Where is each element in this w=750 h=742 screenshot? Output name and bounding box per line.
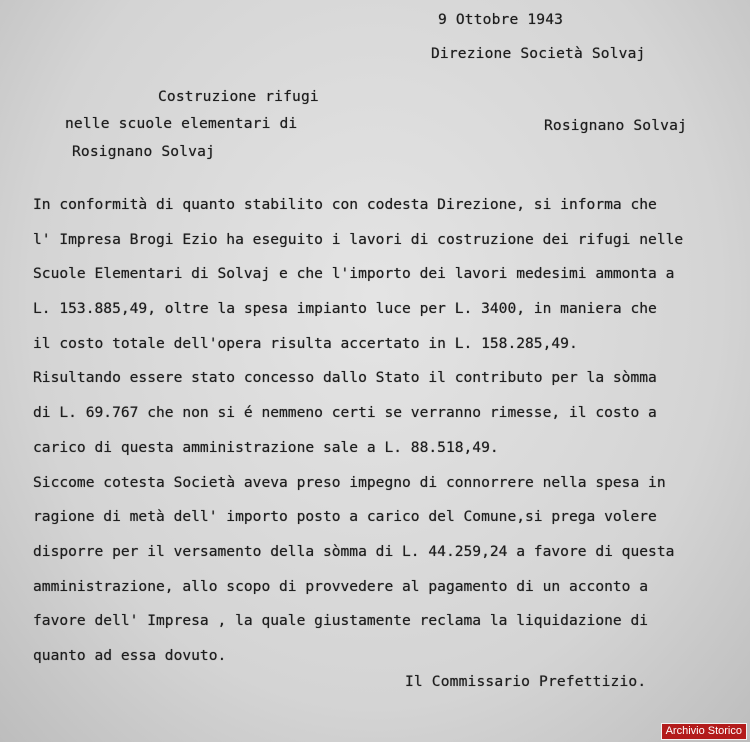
signature: Il Commissario Prefettizio. <box>405 673 647 690</box>
body-line: Siccome cotesta Società aveva preso impegno di connorrere nella spesa in <box>33 473 666 491</box>
body-line: il costo totale dell'opera risulta accertato in L. 158.285,49. <box>33 334 578 352</box>
archive-watermark-badge: Archivio Storico <box>661 723 747 740</box>
body-line: quanto ad essa dovuto. <box>33 646 227 664</box>
subject-line-1: Costruzione rifugi <box>158 88 319 105</box>
subject-line-3: Rosignano Solvaj <box>72 143 215 160</box>
recipient-name: Direzione Società Solvaj <box>431 45 646 62</box>
letter-body <box>33 188 733 674</box>
body-line: Scuole Elementari di Solvaj e che l'importo dei lavori medesimi ammonta a <box>33 265 675 283</box>
body-line: L. 153.885,49, oltre la spesa impianto luce per L. 3400, in maniera che <box>33 300 657 318</box>
body-line: disporre per il versamento della sòmma di L. 44.259,24 a favore di questa <box>33 542 675 560</box>
subject-line-2: nelle scuole elementari di <box>65 115 298 132</box>
body-line: di L. 69.767 che non si é nemmeno certi se verranno rimesse, il costo a <box>33 404 657 422</box>
body-line: ragione di metà dell' importo posto a carico del Comune,si prega volere <box>33 508 657 526</box>
body-line: Risultando essere stato concesso dallo Stato il contributo per la sòmma <box>33 369 657 387</box>
body-line: In conformità di quanto stabilito con codesta Direzione, si informa che <box>33 196 657 213</box>
body-line: amministrazione, allo scopo di provvedere al pagamento di un acconto a <box>33 577 649 595</box>
body-line: carico di questa amministrazione sale a L. 88.518,49. <box>33 438 499 456</box>
recipient-city: Rosignano Solvaj <box>544 117 687 134</box>
body-line: favore dell' Impresa , la quale giustamente reclama la liquidazione di <box>33 612 649 630</box>
body-line: l' Impresa Brogi Ezio ha eseguito i lavori di costruzione dei rifugi nelle <box>33 230 684 248</box>
letter-date: 9 Ottobre 1943 <box>438 11 564 28</box>
